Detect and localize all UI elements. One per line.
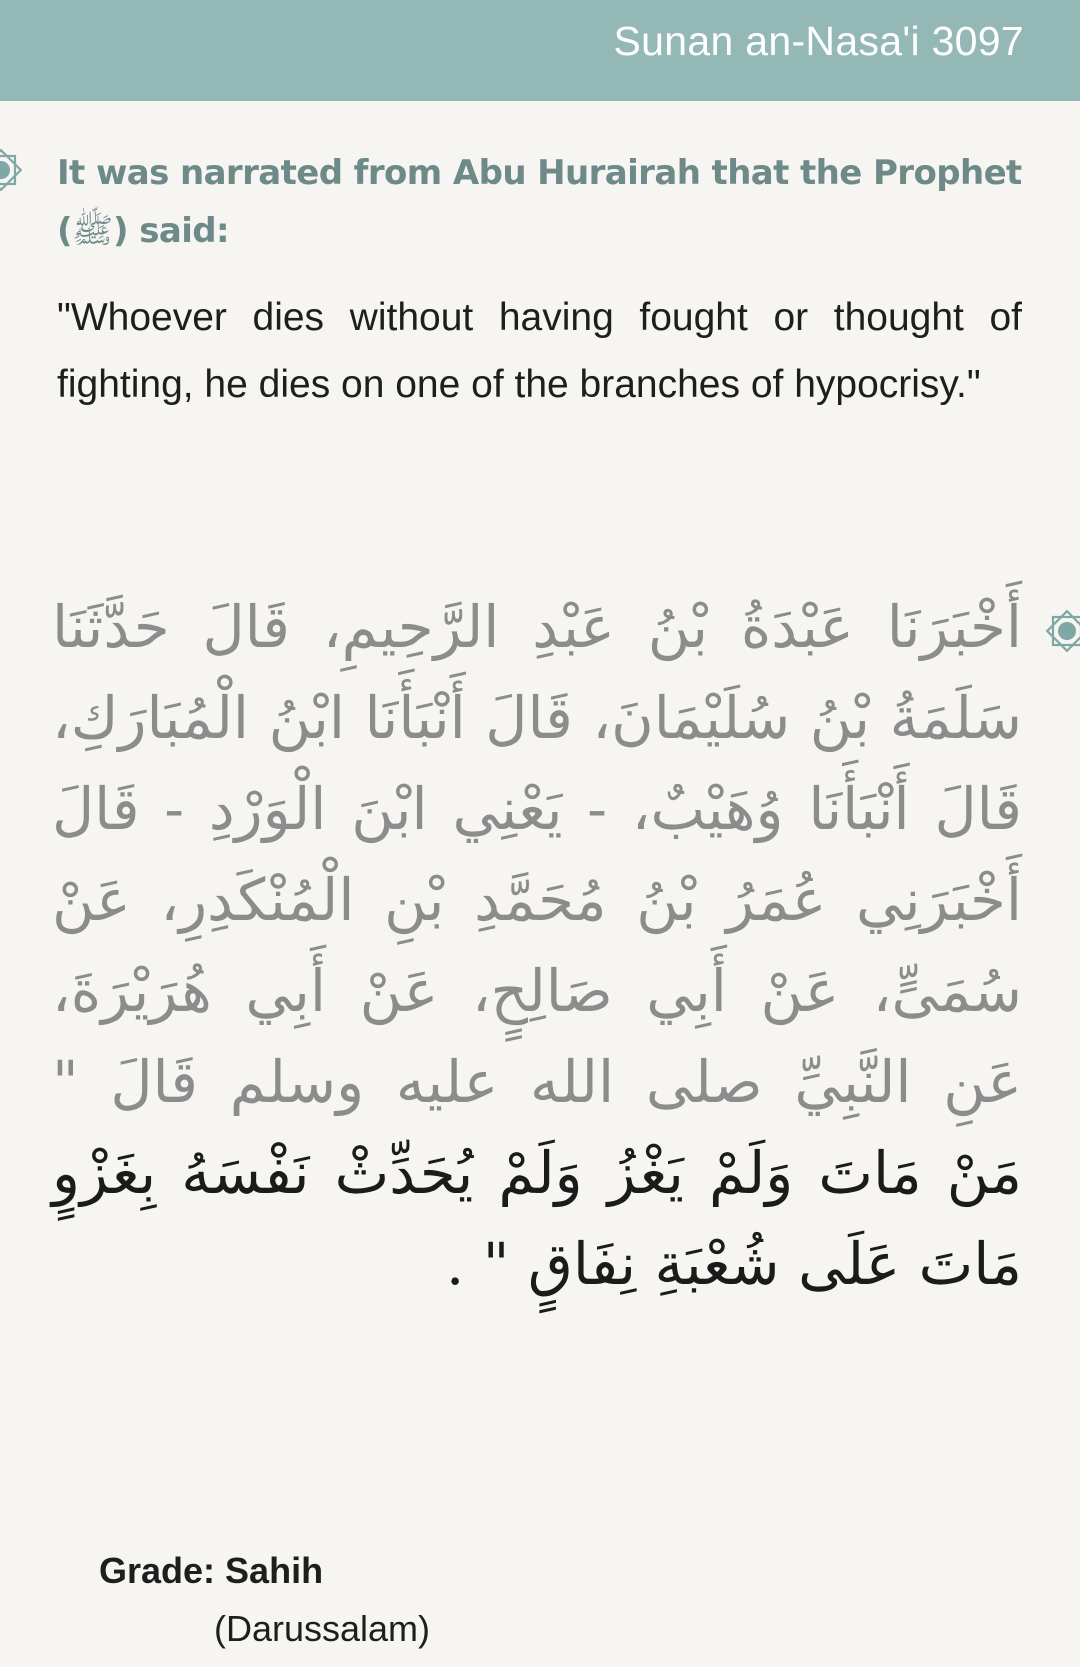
grade-source: (Darussalam) [214, 1608, 431, 1649]
octagram-ornament-icon [1044, 608, 1080, 654]
app-header [0, 0, 1080, 101]
grade-value: Sahih [225, 1550, 324, 1591]
grade-separator: : [203, 1550, 226, 1591]
arabic-hadith-text [52, 582, 1022, 1310]
arabic-matn: مَنْ مَاتَ وَلَمْ يَغْزُ وَلَمْ يُحَدِّثْ نَفْسَهُ بِغَزْوٍ مَاتَ عَلَى شُعْبَةِ نِفَاقٍ " . [52, 1139, 1022, 1298]
hadith-reference-title: Sunan an-Nasa'i 3097 [613, 18, 1024, 64]
narrator-intro-text: It was narrated from Abu Hurairah that the Prophet ( [57, 153, 1022, 251]
arabic-isnad: أَخْبَرَنَا عَبْدَةُ بْنُ عَبْدِ الرَّحِيمِ، قَالَ حَدَّثَنَا سَلَمَةُ بْنُ سُلَيْمَانَ، قَالَ أَنْبَأَنَا ابْنُ الْمُبَارَكِ، قَالَ أَنْبَأَنَا وُهَيْبٌ، - يَعْنِي ابْنَ الْوَرْدِ - قَالَ أَخْبَرَنِي عُمَرُ بْنُ مُحَمَّدِ بْنِ الْمُنْكَدِرِ، عَنْ سُمَىٍّ، عَنْ أَبِي صَالِحٍ، عَنْ أَبِي هُرَيْرَةَ، عَنِ النَّبِيِّ صلى الله عليه وسلم قَالَ " [52, 593, 1022, 1116]
octagram-ornament-icon [0, 147, 24, 193]
english-hadith-text: "Whoever dies without having fought or thought of fighting, he dies on one of the branches of hypocrisy." [57, 296, 1022, 406]
narrator-intro-end: ) said: [113, 211, 229, 251]
narrator-intro [57, 144, 1027, 260]
grade-label: Grade [99, 1550, 204, 1591]
pbuh-honorific: ﷺ [71, 211, 114, 251]
hadith-grade [99, 1550, 323, 1592]
